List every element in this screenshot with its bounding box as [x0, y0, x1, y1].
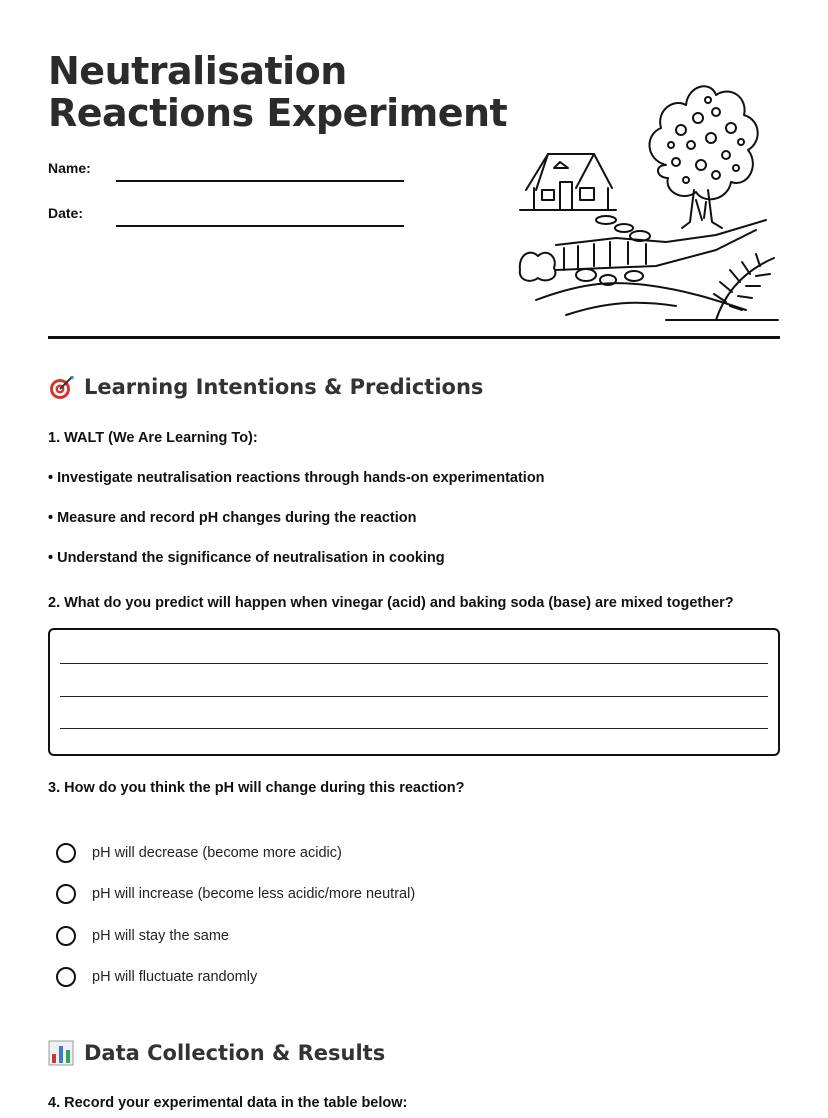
answer-line — [60, 728, 768, 729]
option-ph-fluctuate[interactable] — [56, 967, 257, 987]
section-heading-text: Data Collection & Results — [84, 1041, 386, 1065]
name-label: Name: — [48, 160, 91, 176]
walt-item: • Investigate neutralisation reactions through hands-on experimentation — [48, 470, 545, 486]
walt-item: • Understand the significance of neutralisation in cooking — [48, 550, 445, 566]
option-ph-increase[interactable] — [56, 884, 415, 904]
question-4: 4. Record your experimental data in the table below: — [48, 1095, 408, 1111]
date-label: Date: — [48, 205, 84, 221]
section-heading-learning — [48, 374, 483, 400]
section-heading-text: Learning Intentions & Predictions — [84, 375, 484, 399]
option-ph-same[interactable] — [56, 926, 229, 946]
page-title: Neutralisation Reactions Experiment — [48, 49, 508, 135]
radio-button[interactable] — [56, 843, 76, 863]
walt-item: • Measure and record pH changes during the reaction — [48, 510, 417, 526]
answer-line — [60, 663, 768, 664]
question-3: 3. How do you think the pH will change during this reaction? — [48, 780, 465, 796]
option-label: pH will increase (become less acidic/more neutral) — [92, 886, 416, 902]
name-field[interactable] — [116, 180, 404, 182]
section-heading-data — [48, 1040, 385, 1066]
option-label: pH will fluctuate randomly — [92, 969, 258, 985]
bar-chart-icon — [48, 1040, 76, 1066]
answer-line — [60, 696, 768, 697]
radio-button[interactable] — [56, 926, 76, 946]
header-divider — [48, 336, 780, 339]
target-icon — [48, 374, 76, 400]
option-ph-decrease[interactable] — [56, 843, 342, 863]
option-label: pH will decrease (become more acidic) — [92, 845, 342, 861]
date-field[interactable] — [116, 225, 404, 227]
radio-button[interactable] — [56, 967, 76, 987]
question-2: 2. What do you predict will happen when vinegar (acid) and baking soda (base) are mixed together? — [48, 595, 734, 611]
cottage-landscape-illustration — [516, 70, 780, 322]
prediction-answer-box[interactable] — [48, 628, 780, 756]
radio-button[interactable] — [56, 884, 76, 904]
option-label: pH will stay the same — [92, 928, 229, 944]
walt-heading: 1. WALT (We Are Learning To): — [48, 430, 258, 446]
